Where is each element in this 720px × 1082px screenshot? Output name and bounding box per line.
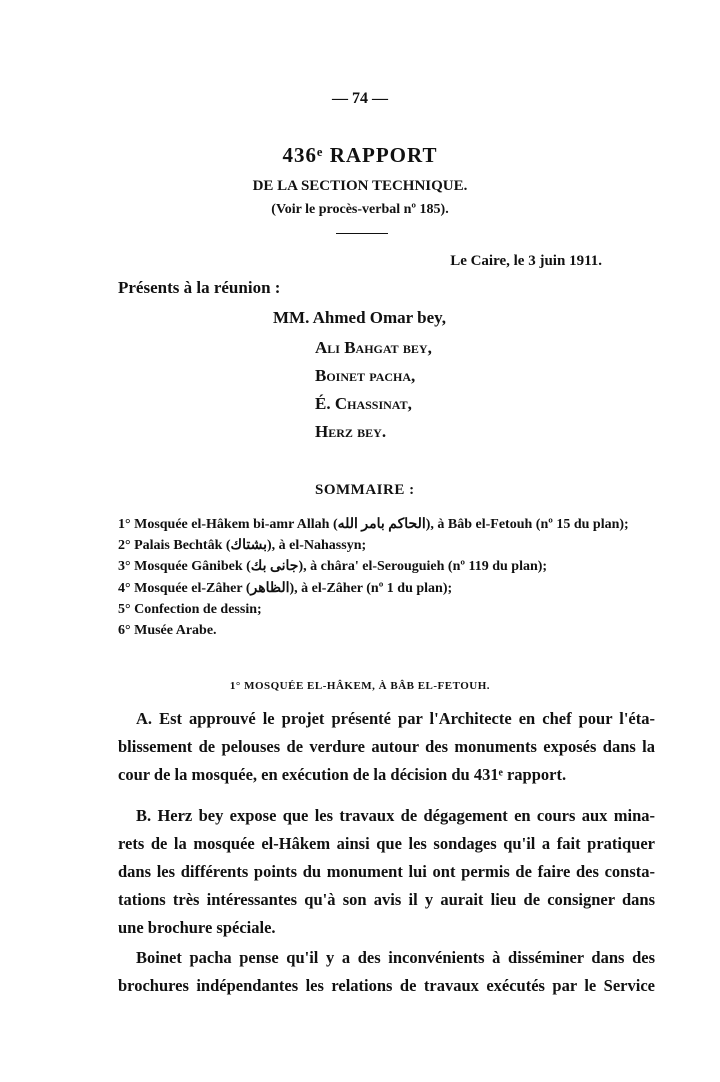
paragraph-line: dans les différents points du monument lui ont permis de faire des consta- — [118, 862, 655, 881]
paragraph-line: blissement de pelouses de verdure autour des monuments exposés dans la — [118, 737, 655, 756]
attendee: Herz bey. — [315, 422, 387, 441]
section-heading: 1° MOSQUÉE EL-HÂKEM, À BÂB EL-FETOUH. — [229, 680, 491, 692]
report-reference: (Voir le procès-verbal nº 185). — [271, 202, 449, 217]
attendee: Ali Bahgat bey, — [315, 338, 432, 357]
paragraph-line: cour de la mosquée, en exécution de la décision du 431ᵉ rapport. — [118, 765, 567, 784]
paragraph-line: A. Est approuvé le projet présenté par l'Architecte en chef pour l'éta- — [136, 709, 655, 728]
paragraph-line: Boinet pacha pense qu'il y a des inconvénients à disséminer dans des — [136, 948, 655, 967]
page-number: — 74 — — [332, 90, 388, 107]
summary-item: 6° Musée Arabe. — [118, 623, 217, 638]
present-label: Présents à la réunion : — [118, 278, 281, 297]
attendee: Boinet pacha, — [315, 366, 416, 385]
attendee: É. Chassinat, — [315, 394, 412, 413]
paragraph-line: une brochure spéciale. — [118, 918, 276, 937]
attendee: MM. Ahmed Omar bey, — [273, 308, 446, 327]
divider — [336, 233, 388, 234]
paragraph-line: brochures indépendantes les relations de travaux exécutés par le Service — [118, 976, 655, 995]
summary-item: 2° Palais Bechtâk (بشتاك), à el-Nahassyn; — [118, 538, 367, 553]
paragraph-line: rets de la mosquée el-Hâkem ainsi que les sondages qu'il a fait pratiquer — [118, 834, 655, 853]
paragraph-line: B. Herz bey expose que les travaux de dégagement en cours aux mina- — [136, 806, 655, 825]
report-title: 436ᵉ RAPPORT — [282, 143, 438, 167]
report-date: Le Caire, le 3 juin 1911. — [450, 253, 602, 269]
summary-item: 1° Mosquée el-Hâkem bi-amr Allah (الحاكم بامر الله), à Bâb el-Fetouh (nº 15 du plan); — [118, 517, 629, 532]
summary-item: 4° Mosquée el-Zâher (الظاهر), à el-Zâher (nº 1 du plan); — [118, 581, 453, 596]
summary-title: SOMMAIRE : — [315, 482, 415, 498]
summary-item: 3° Mosquée Gânibek (جانى بك), à châra' el-Serouguieh (nº 119 du plan); — [118, 559, 548, 574]
summary-item: 5° Confection de dessin; — [118, 602, 262, 617]
paragraph-line: tations très intéressantes qu'à son avis il y aurait lieu de consigner dans — [118, 890, 655, 909]
report-subtitle: DE LA SECTION TECHNIQUE. — [252, 178, 468, 194]
